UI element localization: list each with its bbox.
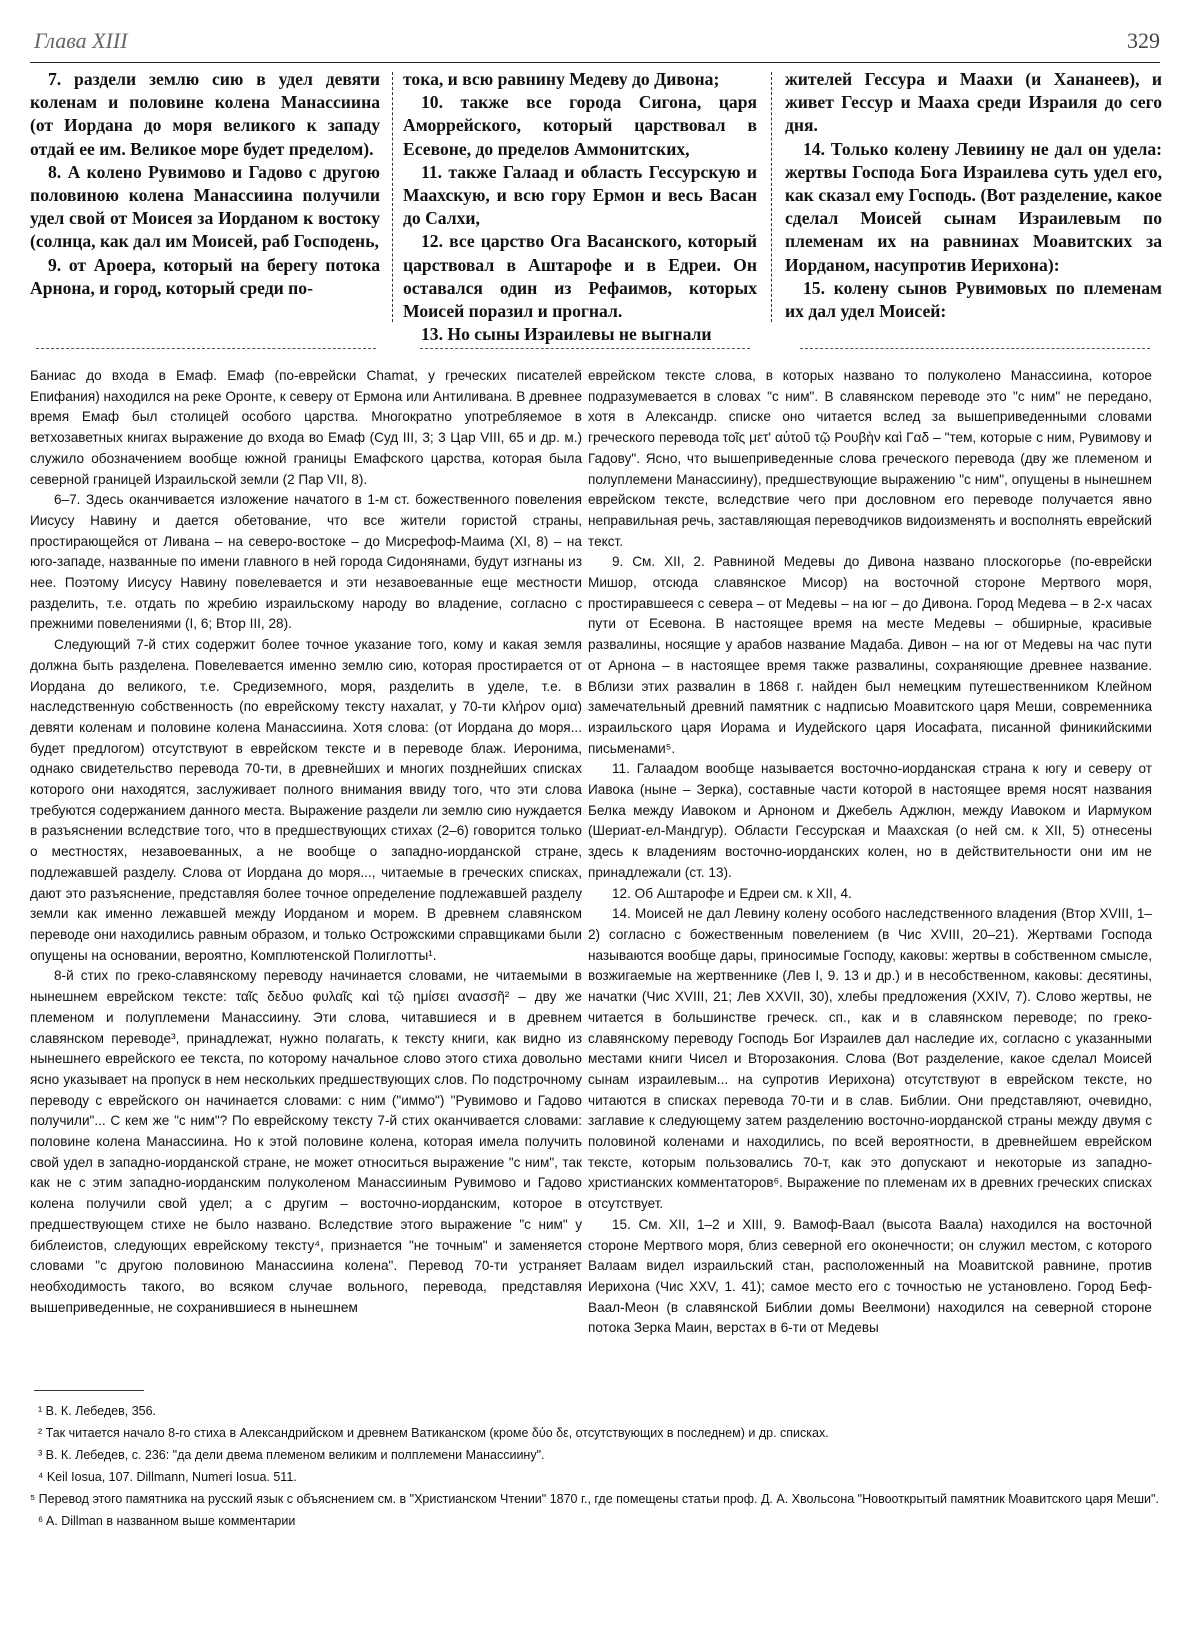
commentary-paragraph: 12. Об Аштарофе и Едреи см. к XII, 4. bbox=[612, 885, 852, 901]
verse-paragraph: 13. Но сыны Израилевы не выгнали bbox=[421, 324, 712, 345]
verse-paragraph: жителей Гессура и Маахи (и Хананеев), и живет Гессур и Мааха среди Израиля до сего дня. bbox=[785, 69, 1162, 136]
footnote-divider bbox=[34, 1390, 144, 1391]
commentary-paragraph: 6–7. Здесь оканчивается изложение начатого в 1-м ст. божественного повеления Иисусу Навину и дается обетование, что все жители гористой страны, простирающейся от Ливана – на северо-востоке – до Мисрефоф-Маима (XI, 8) – на юго-западе, названные по имени главного в ней города Сидонянами, будут изгнаны из нее. Поэтому Иисусу Навину повелевается и эти незавоеванные еще местности разделить, т.е. отдать по жребию израильскому народу во владение, согласно с прежними повелениями (I, 6; Втор III, 28). bbox=[30, 492, 582, 632]
scripture-column-3 bbox=[785, 68, 1162, 323]
commentary-paragraph: Следующий 7-й стих содержит более точное указание того, кому и какая земля должна быть разделена. Повелевается именно землю сию, которая простирается от Иордана до великого, т.е. Средиземного, моря, разделить в уделе, т.е. в наследственную собственность (по еврейскому тексту нахалат, у 70-ти κλήρον ομια) девяти коленам и половине колена Манассиина. Хотя слова: (от Иордана до моря... будет предлогом) отсутствуют в еврейском тексте и в переводе блаж. Иеронима, однако свидетельство перевода 70-ти, в древнейших и многих позднейших списках которого они находятся, заслуживает полного внимания ввиду того, что эти слова требуются содержанием данного места. Выражение раздели ли землю сию нуждается в разъяснении вследствие того, что в предшествующих стихах (2–6) говорится только о местностях, незавоеванных, а не вообще о западно-иорданской стране, подлежавшей разделу. Слова от Иордана до моря..., читаемые в греческих списках, дают это разъяснение, представляя более точное определение подлежавшей разделу земли как именно лежавшей между Иорданом и морем. В древнем славянском переводе они находились равным образом, и только Острожскими справщиками были опущены на основании, вероятно, Комплютенской Полиглотты¹. bbox=[30, 637, 582, 963]
verse-paragraph: 9. от Ароера, который на берегу потока Арнона, и город, который среди по- bbox=[30, 254, 380, 298]
footnote: ¹ В. К. Лебедев, 356. bbox=[38, 1404, 157, 1418]
column-divider bbox=[392, 72, 393, 322]
section-divider bbox=[420, 348, 750, 349]
commentary-column-2 bbox=[588, 366, 1152, 1339]
commentary-paragraph: 14. Моисей не дал Левину колену особого наследственного владения (Втор XVIII, 1–2) согласно с божественным повелением (в Чис XVIII, 20–21). Жертвами Господа называются вообще дары, приносимые Господу, каковы: жертвы в собственном смысле, возжигаемые на жертвеннике (Лев I, 9. 13 и др.) и в несобственном, каковы: десятины, начатки (Чис XVIII, 21; Лев XXVII, 30), хлебы предложения (XXIV, 7). Слово жертвы, не читается в большинстве греческ. сп., как и в славянском переводе; по греко-славянскому переводу Господь Бог Израилев дал наследие их, согласно с указанными местами книги Чисел и Второзакония. Слова (Вот разделение, какое сделал Моисей сынам израилевым... на супротив Иерихона) отсутствуют в еврейском тексте, но читаются в списках перевода 70-ти и в слав. Библии. Они представляют, очевидно, заглавие к следующему затем разделению восточно-иорданской страны между двумя с половиной коленами и находились, по всей вероятности, в древнейшем еврейском тексте, которым пользовались 70-т, как это допускают и некоторые из западно-христианских комментаторов⁶. Выражение по племенам их в древних греческих списках отсутствует. bbox=[588, 906, 1152, 1212]
scripture-text bbox=[30, 68, 1162, 345]
commentary-paragraph: Баниас до входа в Емаф. Емаф (по-еврейски Chamat, у греческих писателей Епифания) находился на реке Оронте, к северу от Ермона или Антиливана. В древнее время Емаф был столицей особого царства. Многократно употребляемое в ветхозаветных книгах выражение до входа во Емаф (Суд III, 3; 3 Цар VIII, 65 и др. м.) служило обозначением вообще южной границы Емафского царства, которая была северной границей Израильской земли (2 Пар VII, 8). bbox=[30, 368, 582, 487]
verse-paragraph: 7. раздели землю сию в удел девяти коленам и половине колена Манассиина (от Иордана до моря великого к западу отдай ее им. Великое море будет пределом). bbox=[30, 69, 380, 159]
section-divider bbox=[800, 348, 1150, 349]
footnote: ³ В. К. Лебедев, с. 236: "да дели двема племеном великим и полплемени Манассиину". bbox=[38, 1448, 545, 1462]
footnote: ⁶ A. Dillman в названном выше комментарии bbox=[38, 1514, 296, 1528]
verse-paragraph: 10. также все города Сигона, царя Аморрейского, который царствовал в Есевоне, до пределов Аммонитских, bbox=[403, 92, 757, 159]
commentary-paragraph: 15. См. XII, 1–2 и XIII, 9. Вамоф-Ваал (высота Ваала) находился на восточной стороне Мертвого моря, близ северной его оконечности; он служил местом, с которого Валаам видел израильский стан, расположенный на Моавитской равнине, против Иерихона (Чис XXV, 1. 41); самое место его с точностью не установлено. Город Беф-Ваал-Меон (в славянской Библии домы Веелмони) находился на северной стороне потока Зерка Маин, верстах в 6-ти от Медевы bbox=[588, 1216, 1152, 1336]
verse-paragraph: 8. А колено Рувимово и Гадово с другою половиною колена Манассиина получили удел свой от Моисея за Иорданом к востоку (солнца, как дал им Моисей, раб Господень, bbox=[30, 161, 380, 252]
page-number: 329 bbox=[1127, 28, 1160, 53]
commentary-paragraph: 8-й стих по греко-славянскому переводу начинается словами, не читаемыми в нынешнем еврейском тексте: ταῖς δεδυο φυλαῖς καὶ τῷ ημίσει ανασσῆ² – дву же племеном и полуплемени Манассиину. Эти слова, читавшиеся и в древнем славянском переводе³, принадлежат, нужно полагать, к тексту книги, как видно из нынешнего еврейского ее текста, по которому начальное слово этого стиха довольно ясно указывает на пропуск в нем нескольких предшествующих слов. По подстрочному переводу с еврейского он начинается словами: с ним ("иммо") "Рувимово и Гадово получили"... С кем же "с ним"? По еврейскому тексту 7-й стих оканчивается словами: половине колена Манассиина. Но к этой половине колена, которая имела получить свой удел в западно-иорданской стране, не может относиться выражение "с ним", так как не с этим западно-иорданским полуколеном Манассииным Рувимово и Гадово колена получили свой удел; а с другим – восточно-иорданским, которое в предшествующем стихе не было названо. Вследствие этого выражение "с ним" у библеистов, следующих еврейскому тексту⁴, признается "не точным" и заменяется словами "с другою половиною Манассиина колена". Перевод 70-ти устраняет необходимость такого, во всяком случае вольного, перевода, представляя вышеприведенные, не сохранившиеся в нынешнем bbox=[30, 968, 582, 1315]
verse-paragraph: 15. колену сынов Рувимовых по племенам их дал удел Моисей: bbox=[785, 277, 1162, 322]
footnotes bbox=[30, 1400, 1160, 1532]
footnote: ⁴ Keil Iosua, 107. Dillmann, Numeri Iosua. 511. bbox=[38, 1470, 297, 1484]
verse-paragraph: 11. также Галаад и область Гессурскую и Маахскую, и всю гору Ермон и весь Васан до Салхи, bbox=[403, 161, 757, 229]
footnote: ² Так читается начало 8-го стиха в Александрийском и древнем Ватиканском (кроме δύο δε, отсутствующих в последнем) и др. списках. bbox=[38, 1426, 829, 1440]
column-divider bbox=[771, 72, 772, 322]
commentary-paragraph: 9. См. XII, 2. Равниной Медевы до Дивона названо плоскогорье (по-еврейски Мишор, отсюда славянское Мисор) на восточной стороне Мертвого моря, простиравшееся с севера – от Медевы – на юг – до Дивона. Город Медева – в 2-х часах пути от Есевона. В настоящее время на месте Медевы – обширные, красивые развалины, носящие у арабов название Мадаба. Дивон – на юг от Медевы на час пути от Арнона – в настоящее время также развалины, сохраняющие древнее название. Вблизи этих развалин в 1868 г. найден был немецким путешественником Клейном замечательный древний памятник с надписью Моавитского царя Меши, современника израильского царя Иорама и Иудейского царя Иосафата, писанной финикийскими письменами⁵. bbox=[588, 554, 1152, 756]
verse-paragraph: 12. все царство Ога Васанского, который царствовал в Аштарофе и в Едреи. Он оставался один из Рефаимов, которых Моисей поразил и прогнал. bbox=[403, 231, 757, 322]
commentary-paragraph: еврейском тексте слова, в которых названо то полуколено Манассиина, которое подразумевается в словах "с ним". В славянском переводе это "с ним" не передано, хотя в Александр. списке оно читается вслед за вышеприведенными словами греческого перевода τοῖς μετ' αὐτοῦ τῷ Ρουβὴν καὶ Γαδ – "тем, которые с ним, Рувимову и Гадову". Ясно, что вышеприведенные слова греческого перевода (дву же племеном и полуплемени Манассиину), предшествующие выражению "с ним", опущены в нынешнем еврейском тексте, вследствие чего при дословном его переводе получается явно неправильная речь, заставляющая переводчиков видоизменять и восполнять еврейский текст. bbox=[588, 368, 1152, 549]
commentary-column-1 bbox=[30, 366, 582, 1318]
verse-paragraph: тока, и всю равнину Медеву до Дивона; bbox=[403, 69, 720, 89]
commentary-paragraph: 11. Галаадом вообще называется восточно-иорданская страна к югу и северу от Иавока (ныне – Зерка), составные части которой в настоящее время носят названия Белка между Иавоком и Арноном и Джебель Аджлюн, между Иавоком и Иармуком (Шериат-ел-Мандгур). Области Гессурская и Маахская (о ней см. к XII, 5) отнесены здесь к владениям восточно-иорданских колен, но в действительности они им не принадлежали (ст. 13). bbox=[588, 761, 1152, 880]
verse-paragraph: 14. Только колену Левиину не дал он удела: жертвы Господа Бога Израилева суть удел его, как сказал ему Господь. (Вот разделение, какое сделал Моисей сынам Израилевым по племенам их на равнинах Моавитских за Иорданом, насупротив Иерихона): bbox=[785, 138, 1162, 275]
scripture-column-2 bbox=[403, 68, 757, 346]
chapter-title: Глава XIII bbox=[34, 28, 128, 53]
scripture-column-1 bbox=[30, 68, 380, 300]
section-divider bbox=[36, 348, 376, 349]
footnote: ⁵ Перевод этого памятника на русский язык с объяснением см. в "Христианском Чтении" 1870 г., где помещены статьи проф. Д. А. Хвольсона "Новооткрытый памятник Моавитского царя Меши". bbox=[30, 1492, 1159, 1506]
page-header bbox=[30, 22, 1160, 63]
